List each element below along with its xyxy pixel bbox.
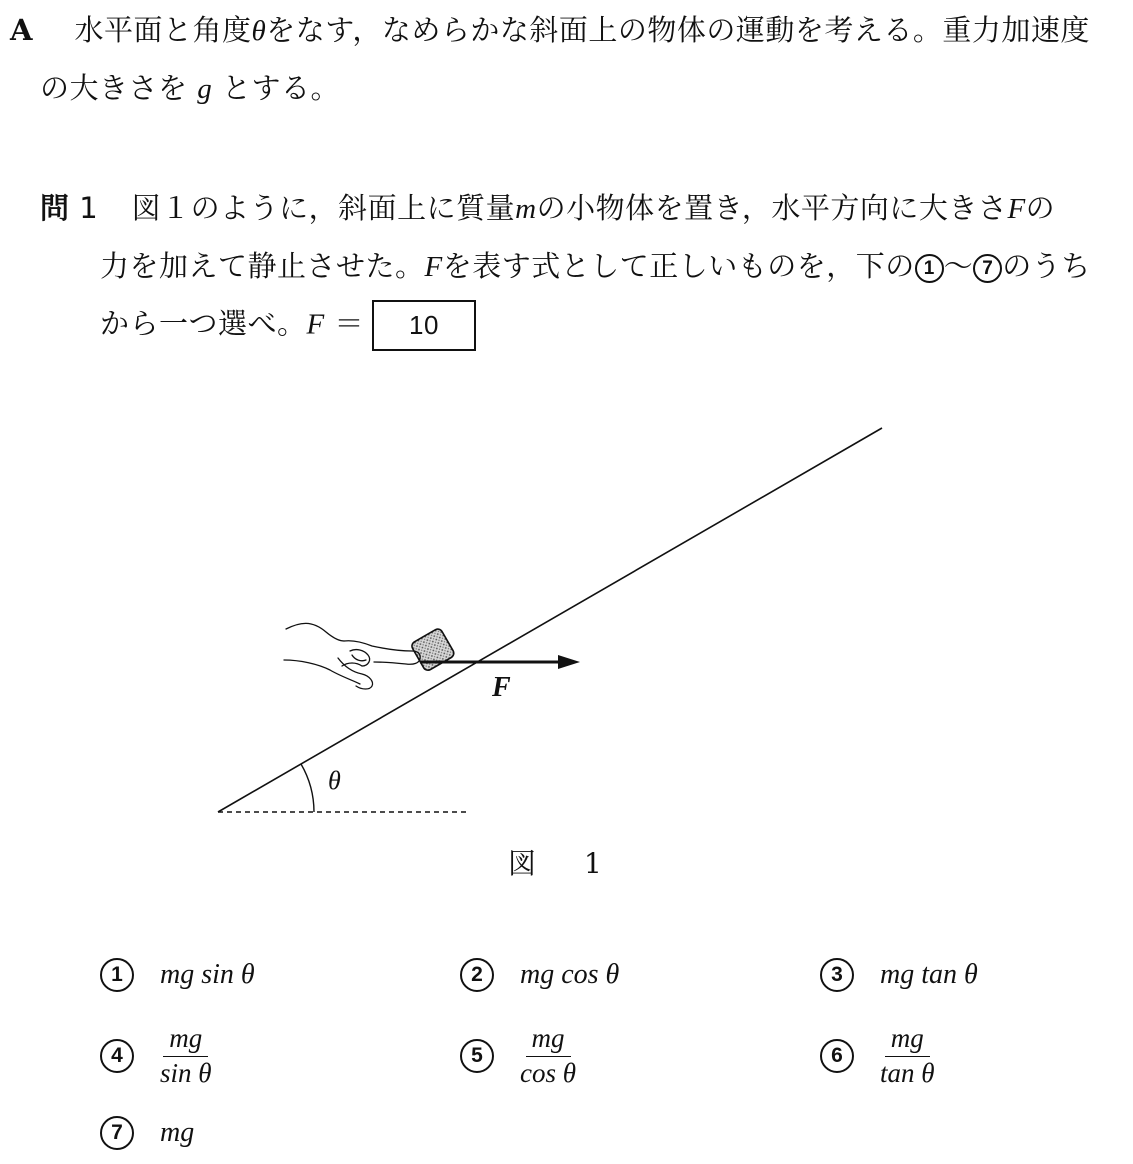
- F-symbol-3: F: [306, 308, 325, 341]
- question-text-1a: 図１のように，斜面上に質量: [131, 191, 516, 225]
- option-6-fraction: [880, 1024, 935, 1088]
- intro-text-2: をなす，なめらかな斜面上の物体の運動を考える。重力加速度: [266, 13, 1090, 47]
- option-6-number: 6: [820, 1039, 854, 1073]
- option-3[interactable]: [820, 958, 978, 992]
- F-symbol-1: F: [1007, 193, 1026, 225]
- option-5-number: 5: [460, 1039, 494, 1073]
- force-label: F: [492, 672, 512, 703]
- question-text-1c: の: [1025, 191, 1056, 225]
- option-5-numerator: mg: [526, 1024, 571, 1057]
- intro-text-3: の大きさを: [40, 71, 188, 105]
- question-text-2c: のうち: [1002, 249, 1091, 283]
- option-4-fraction: [160, 1024, 212, 1088]
- range-tilde: ～: [943, 249, 974, 283]
- option-5-denominator: cos θ: [520, 1057, 577, 1088]
- question-text-3a: から一つ選べ。: [100, 306, 307, 341]
- option-2[interactable]: [460, 958, 619, 992]
- intro-text-4: とする。: [221, 71, 340, 105]
- theta-symbol: θ: [251, 15, 267, 47]
- g-symbol: g: [197, 73, 213, 105]
- option-2-expr: mg cos θ: [520, 959, 620, 990]
- option-4-denominator: sin θ: [160, 1057, 212, 1088]
- equals-sign: ＝: [324, 306, 364, 341]
- option-1[interactable]: [100, 958, 255, 992]
- option-4-number: 4: [100, 1039, 134, 1073]
- answer-box[interactable]: 10: [372, 300, 476, 351]
- small-block: [410, 627, 455, 672]
- section-label: A: [10, 13, 34, 47]
- range-start-marker: 1: [915, 254, 944, 283]
- option-4[interactable]: [100, 1024, 212, 1088]
- option-6-denominator: tan θ: [880, 1057, 935, 1088]
- m-symbol: m: [515, 193, 537, 225]
- question-text-2b: を表す式として正しいものを，下の: [442, 249, 915, 283]
- question-text-1b: の小物体を置き，水平方向に大きさ: [536, 191, 1008, 225]
- option-6-numerator: mg: [885, 1024, 930, 1057]
- option-7[interactable]: [100, 1116, 194, 1150]
- angle-label: θ: [328, 766, 342, 795]
- option-7-expr: mg: [160, 1117, 195, 1148]
- option-3-number: 3: [820, 958, 854, 992]
- F-symbol-2: F: [424, 251, 443, 283]
- incline-line: [218, 428, 882, 812]
- range-end-marker: 7: [973, 254, 1002, 283]
- option-2-number: 2: [460, 958, 494, 992]
- option-7-number: 7: [100, 1116, 134, 1150]
- option-4-numerator: mg: [163, 1024, 208, 1057]
- option-1-number: 1: [100, 958, 134, 992]
- question-label: 問: [40, 191, 70, 225]
- question-text-2a: 力を加えて静止させた。: [100, 249, 425, 283]
- option-1-expr: mg sin θ: [160, 959, 255, 990]
- force-arrow-head: [558, 655, 580, 669]
- option-6[interactable]: [820, 1024, 935, 1088]
- figure-caption: 図 1: [508, 847, 612, 880]
- angle-arc: [301, 764, 314, 812]
- option-5-fraction: [520, 1024, 576, 1088]
- intro-text-1: 水平面と角度: [74, 13, 252, 47]
- option-3-expr: mg tan θ: [880, 959, 978, 990]
- question-number: 1: [79, 191, 99, 225]
- option-5[interactable]: [460, 1024, 576, 1088]
- hand-illustration: [284, 623, 420, 689]
